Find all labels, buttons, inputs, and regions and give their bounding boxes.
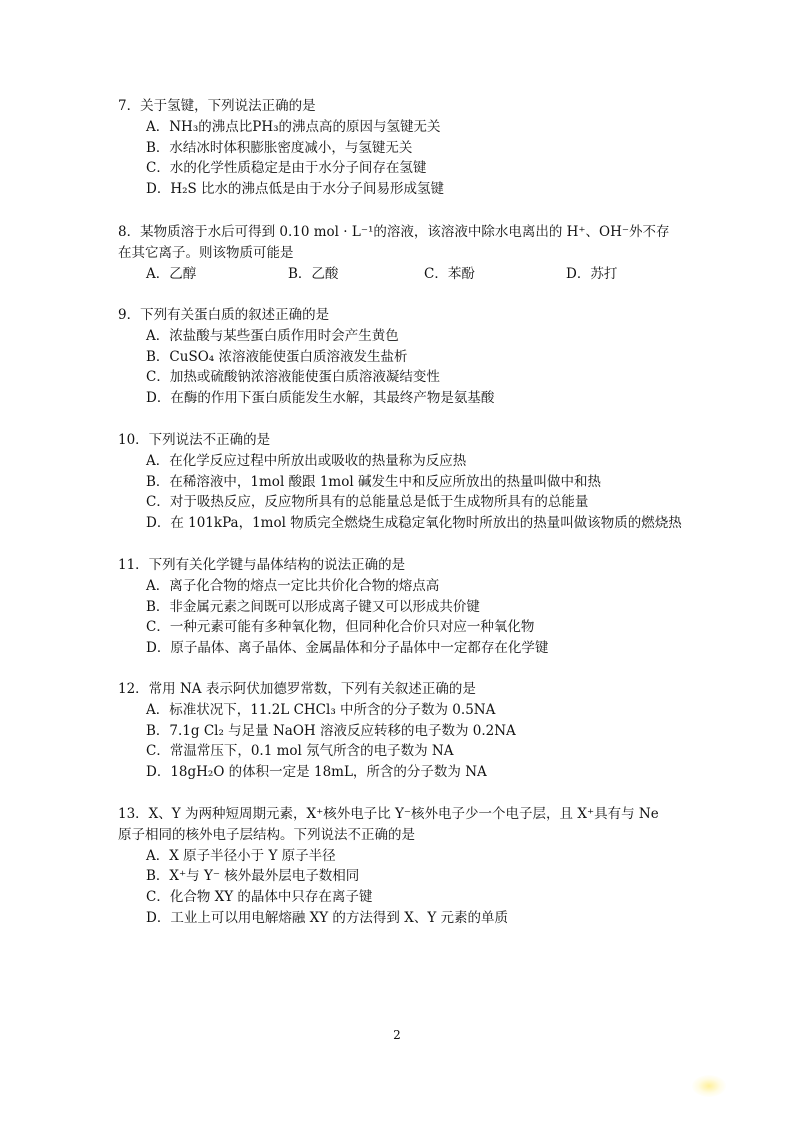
question-stem: 11．下列有关化学键与晶体结构的说法正确的是 <box>118 557 406 573</box>
question-8 <box>118 222 678 284</box>
question-9 <box>118 305 678 409</box>
option-b: B．乙酸 <box>288 265 339 282</box>
question-stem-line-2: 在其它离子。则该物质可能是 <box>118 244 294 261</box>
option-c: C．加热或硫酸钠浓溶液能使蛋白质溶液凝结变性 <box>146 369 440 386</box>
option-b: B．7.1g Cl₂ 与足量 NaOH 溶液反应转移的电子数为 0.2NA <box>146 722 516 739</box>
option-a: A．X 原子半径小于 Y 原子半径 <box>146 847 336 864</box>
option-d: D．在酶的作用下蛋白质能发生水解，其最终产物是氨基酸 <box>146 390 495 407</box>
option-b: B．水结冰时体积膨胀密度减小，与氢键无关 <box>146 139 413 156</box>
question-stem-line-1: 8．某物质溶于水后可得到 0.10 mol · L⁻¹的溶液，该溶液中除水电离出的 H⁺、OH⁻外不存 <box>118 224 670 240</box>
option-a: A．离子化合物的熔点一定比共价化合物的熔点高 <box>146 577 440 594</box>
question-stem: 12．常用 NA 表示阿伏加德罗常数，下列有关叙述正确的是 <box>118 681 476 697</box>
option-d: D．在 101kPa，1mol 物质完全燃烧生成稳定氧化物时所放出的热量叫做该物质的燃烧热 <box>146 515 682 532</box>
question-stem: 10．下列说法不正确的是 <box>118 432 271 448</box>
option-c: C．苯酚 <box>424 265 475 282</box>
question-11 <box>118 555 678 659</box>
option-c: C．水的化学性质稳定是由于水分子间存在氢键 <box>146 160 427 177</box>
option-c: C．化合物 XY 的晶体中只存在离子键 <box>146 889 373 906</box>
question-stem: 7．关于氢键，下列说法正确的是 <box>118 98 316 114</box>
option-c: C．常温常压下，0.1 mol 氖气所含的电子数为 NA <box>146 743 454 760</box>
options-row <box>118 264 678 285</box>
question-7 <box>118 96 678 200</box>
option-d: D．H₂S 比水的沸点低是由于水分子间易形成氢键 <box>146 181 445 198</box>
option-a: A．标准状况下，11.2L CHCl₃ 中所含的分子数为 0.5NA <box>146 701 496 718</box>
question-stem: 9．下列有关蛋白质的叙述正确的是 <box>118 307 330 323</box>
question-stem-line-1: 13．X、Y 为两种短周期元素，X⁺核外电子比 Y⁻核外电子少一个电子层，且 X⁺具有与 Ne <box>118 806 659 822</box>
option-a: A．浓盐酸与某些蛋白质作用时会产生黄色 <box>146 327 399 344</box>
question-13 <box>118 804 678 929</box>
option-c: C．对于吸热反应，反应物所具有的总能量总是低于生成物所具有的总能量 <box>146 494 589 511</box>
option-b: B．在稀溶液中，1mol 酸跟 1mol 碱发生中和反应所放出的热量叫做中和热 <box>146 473 601 490</box>
option-d: D．苏打 <box>566 265 618 282</box>
option-d: D．18gH₂O 的体积一定是 18mL，所含的分子数为 NA <box>146 764 487 781</box>
option-d: D．工业上可以用电解熔融 XY 的方法得到 X、Y 元素的单质 <box>146 909 509 926</box>
option-a: A．乙醇 <box>146 265 197 282</box>
option-d: D．原子晶体、离子晶体、金属晶体和分子晶体中一定都存在化学键 <box>146 640 549 657</box>
option-b: B．X⁺与 Y⁻ 核外最外层电子数相同 <box>146 868 360 885</box>
page-number: 2 <box>393 1028 401 1042</box>
option-b: B．非金属元素之间既可以形成离子键又可以形成共价键 <box>146 598 480 615</box>
option-a: A．在化学反应过程中所放出或吸收的热量称为反应热 <box>146 452 467 469</box>
question-12 <box>118 679 678 783</box>
option-b: B．CuSO₄ 浓溶液能使蛋白质溶液发生盐析 <box>146 348 408 365</box>
question-10 <box>118 430 682 534</box>
question-stem-line-2: 原子相同的核外电子层结构。下列说法不正确的是 <box>118 826 415 843</box>
option-a: A．NH₃的沸点比PH₃的沸点高的原因与氢键无关 <box>146 118 441 135</box>
yellow-smudge <box>692 1075 726 1097</box>
option-c: C．一种元素可能有多种氧化物，但同种化合价只对应一种氧化物 <box>146 619 535 636</box>
